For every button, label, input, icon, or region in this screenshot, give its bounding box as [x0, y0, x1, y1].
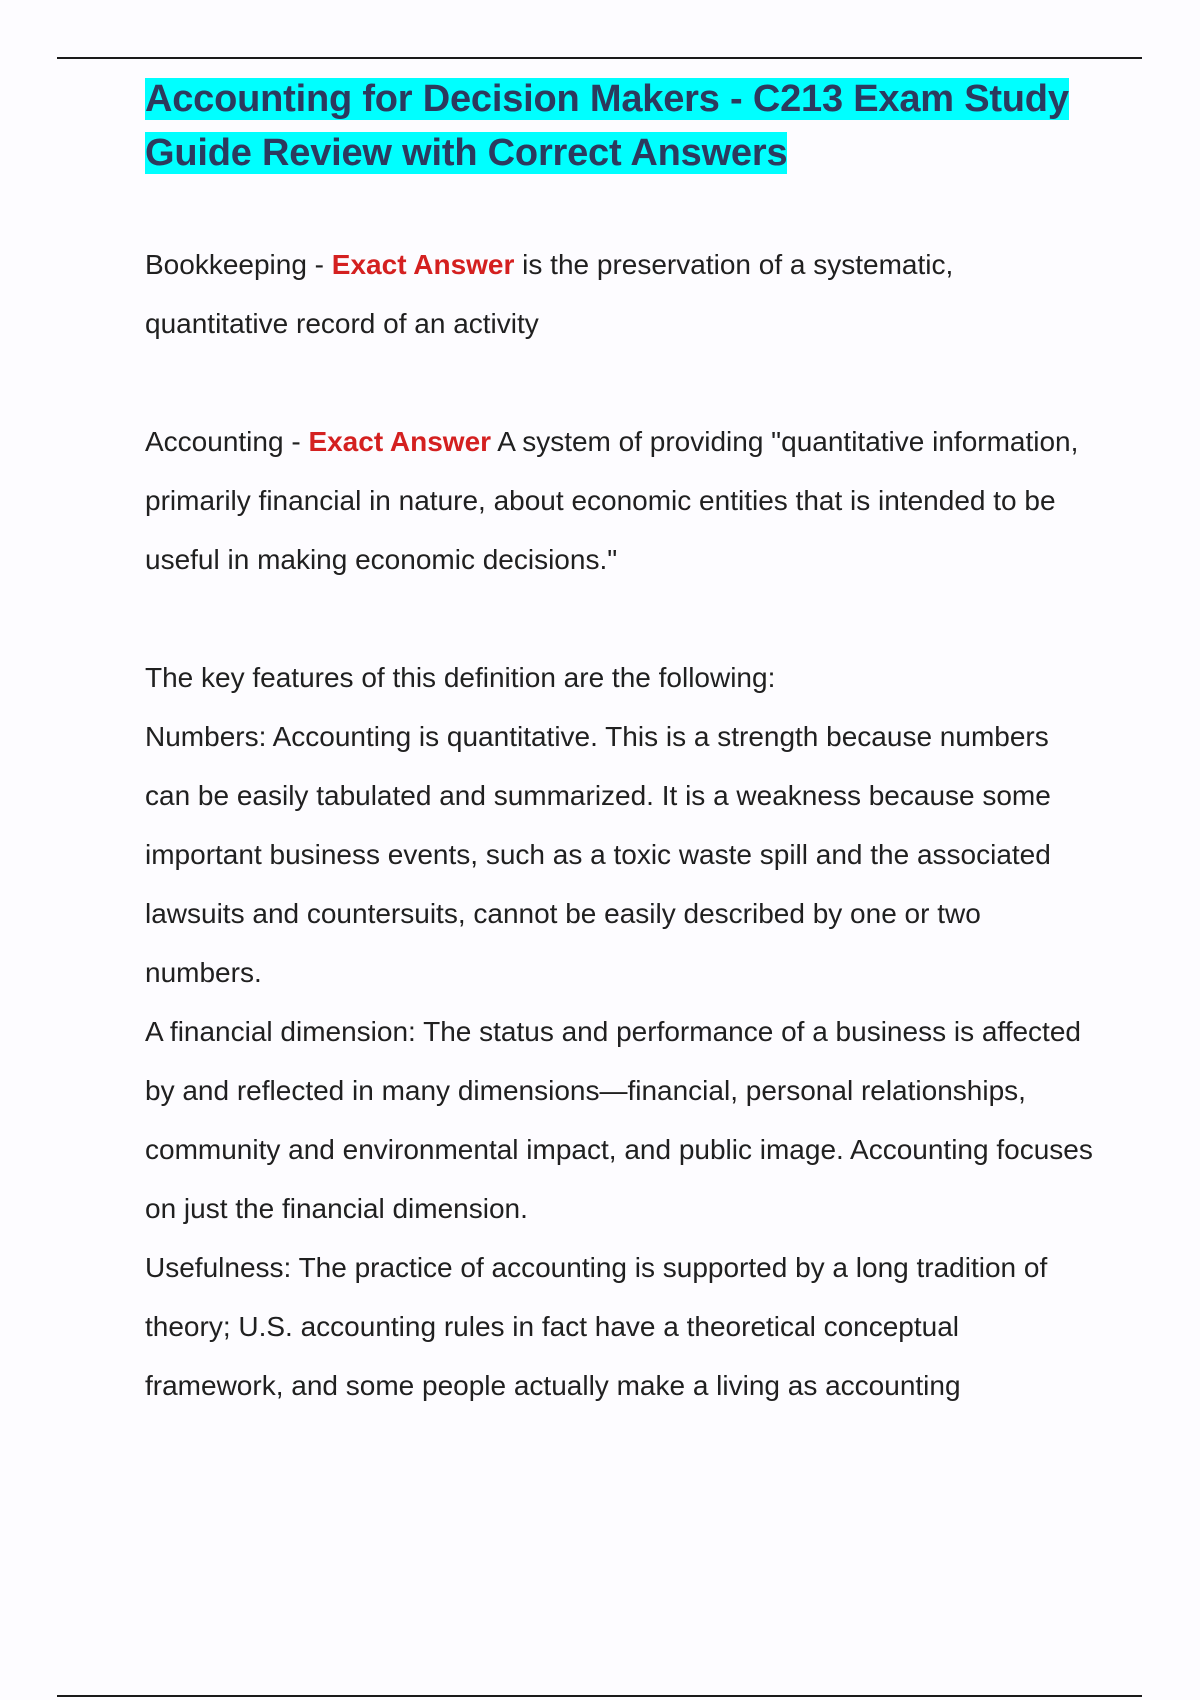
- entry-definition: is the preservation of a systematic, quantitative record of an activity: [145, 249, 954, 339]
- qa-entry-bookkeeping: [145, 235, 1095, 353]
- qa-entry-accounting: [145, 412, 1095, 589]
- entry-term: Bookkeeping: [145, 249, 307, 280]
- title-highlight: Accounting for Decision Makers - C213 Exam Study Guide Review with Correct Answers: [145, 78, 1069, 174]
- features-intro: The key features of this definition are the following:: [145, 662, 776, 693]
- entry-definition: A system of providing "quantitative information, primarily financial in nature, about economic entities that is intended to be useful in making economic decisions.": [145, 426, 1079, 575]
- document-title: [145, 72, 1095, 180]
- top-rule: [57, 57, 1142, 59]
- feature-usefulness: Usefulness: The practice of accounting is supported by a long tradition of theory; U.S. accounting rules in fact have a theoretical conceptual framework, and some people actually make a living as accounting: [145, 1252, 1048, 1401]
- feature-numbers: Numbers: Accounting is quantitative. This is a strength because numbers can be easily tabulated and summarized. It is a weakness because some important business events, such as a toxic waste spill and the associated lawsuits and countersuits, cannot be easily described by one or two numbers.: [145, 721, 1051, 988]
- entry-term: Accounting: [145, 426, 284, 457]
- key-features-section: [145, 648, 1095, 1415]
- entry-separator: -: [306, 249, 332, 280]
- document-body: [145, 72, 1095, 1415]
- exact-answer-label: Exact Answer: [331, 249, 515, 280]
- entry-separator: -: [283, 426, 309, 457]
- exact-answer-label: Exact Answer: [308, 426, 492, 457]
- bottom-rule: [57, 1695, 1142, 1697]
- feature-financial-dimension: A financial dimension: The status and performance of a business is affected by and reflected in many dimensions—financial, personal relationships, community and environmental impact, and public image. Accounting focuses on just the financial dimension.: [145, 1016, 1093, 1224]
